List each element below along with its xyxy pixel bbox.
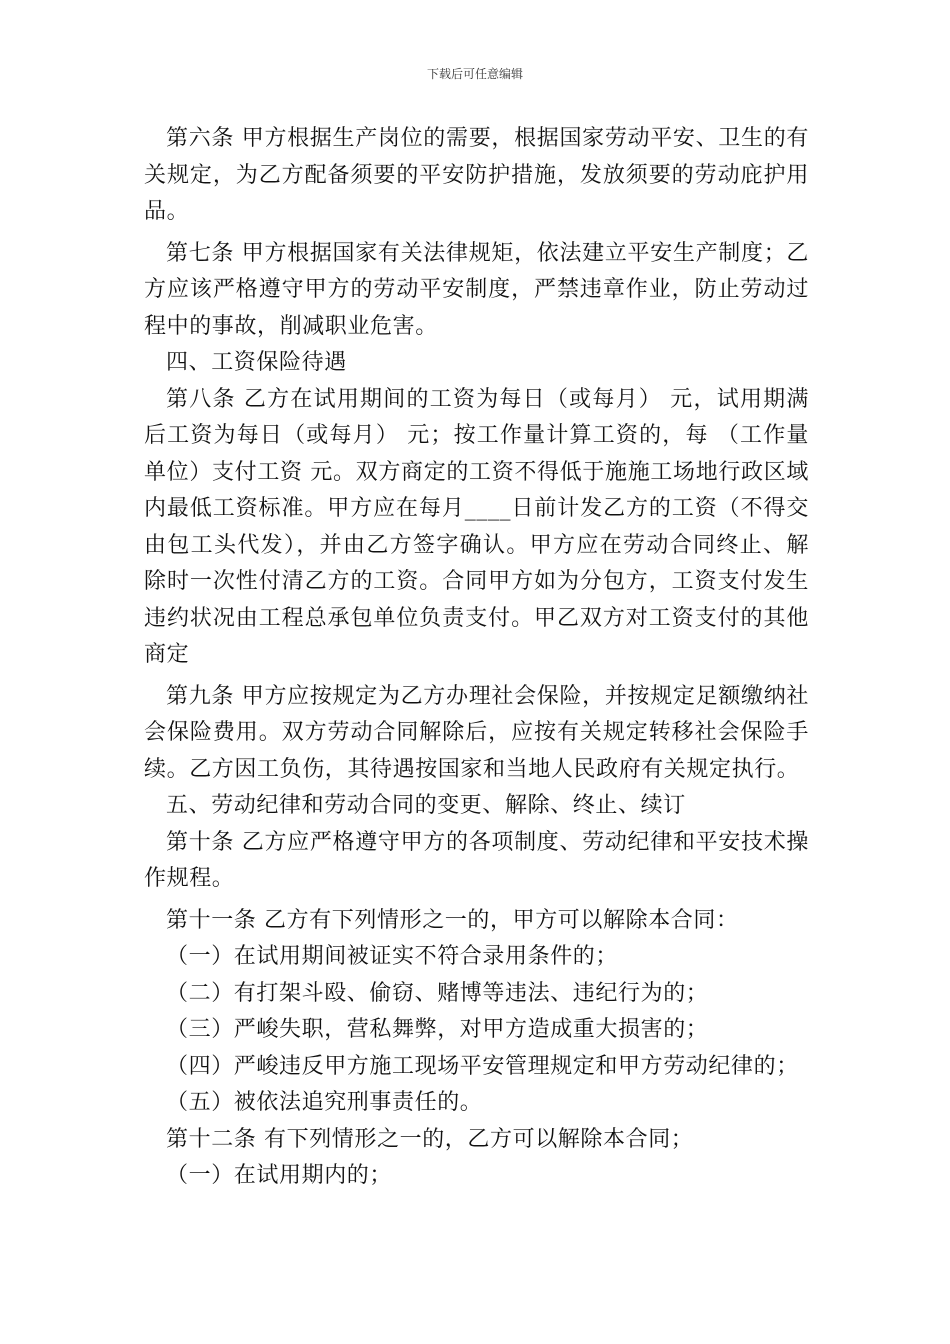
article-8-paragraph: 第八条 乙方在试用期间的工资为每日（或每月） 元，试用期满后工资为每日（或每月） 元；按工作量计算工资的，每 （工作量单位）支付工资 元。双方商定的工资不得低于施施工场地行政区域内最低工资标准。甲方应在每月____日前计发乙方的工资（不得交由包工头代发），并由乙方签字确认。甲方应在劳动合同终止、解除时一次性付清乙方的工资。合同甲方如为分包方，工资支付发生违约状况由工程总承包单位负责支付。甲乙双方对工资支付的其他商定	[144, 386, 809, 667]
article-12-paragraph: 第十二条 有下列情形之一的，乙方可以解除本合同；	[166, 1126, 694, 1152]
article-11-item-2: （二）有打架斗殴、偷窃、赌博等违法、违纪行为的；	[166, 980, 709, 1006]
article-11-item-5: （五）被依法追究刑事责任的。	[166, 1090, 483, 1115]
article-12-item-1: （一）在试用期内的；	[166, 1163, 393, 1188]
article-11-item-4: （四）严峻违反甲方施工现场平安管理规定和甲方劳动纪律的；	[166, 1053, 799, 1079]
article-9-paragraph: 第九条 甲方应按规定为乙方办理社会保险，并按规定足额缴纳社会保险费用。双方劳动合同解除后，应按有关规定转移社会保险手续。乙方因工负伤，其待遇按国家和当地人民政府有关规定执行。	[144, 683, 809, 782]
page-header-note: 下载后可任意编辑	[426, 67, 523, 81]
article-7-paragraph: 第七条 甲方根据国家有关法律规矩，依法建立平安生产制度；乙方应该严格遵守甲方的劳动平安制度，严禁违章作业，防止劳动过程中的事故，削减职业危害。	[144, 240, 809, 339]
article-6-paragraph: 第六条 甲方根据生产岗位的需要，根据国家劳动平安、卫生的有关规定，为乙方配备须要的平安防护措施，发放须要的劳动庇护用品。	[144, 126, 809, 224]
article-11-paragraph: 第十一条 乙方有下列情形之一的，甲方可以解除本合同：	[166, 907, 739, 933]
section-5-heading: 五、劳动纪律和劳动合同的变更、解除、终止、续订	[166, 793, 686, 818]
article-11-item-1: （一）在试用期间被证实不符合录用条件的；	[166, 944, 619, 969]
article-11-item-3: （三）严峻失职，营私舞弊，对甲方造成重大损害的；	[166, 1017, 709, 1042]
section-4-heading: 四、工资保险待遇	[166, 350, 347, 375]
article-10-paragraph: 第十条 乙方应严格遵守甲方的各项制度、劳动纪律和平安技术操作规程。	[144, 829, 809, 891]
document-body	[144, 121, 809, 1195]
